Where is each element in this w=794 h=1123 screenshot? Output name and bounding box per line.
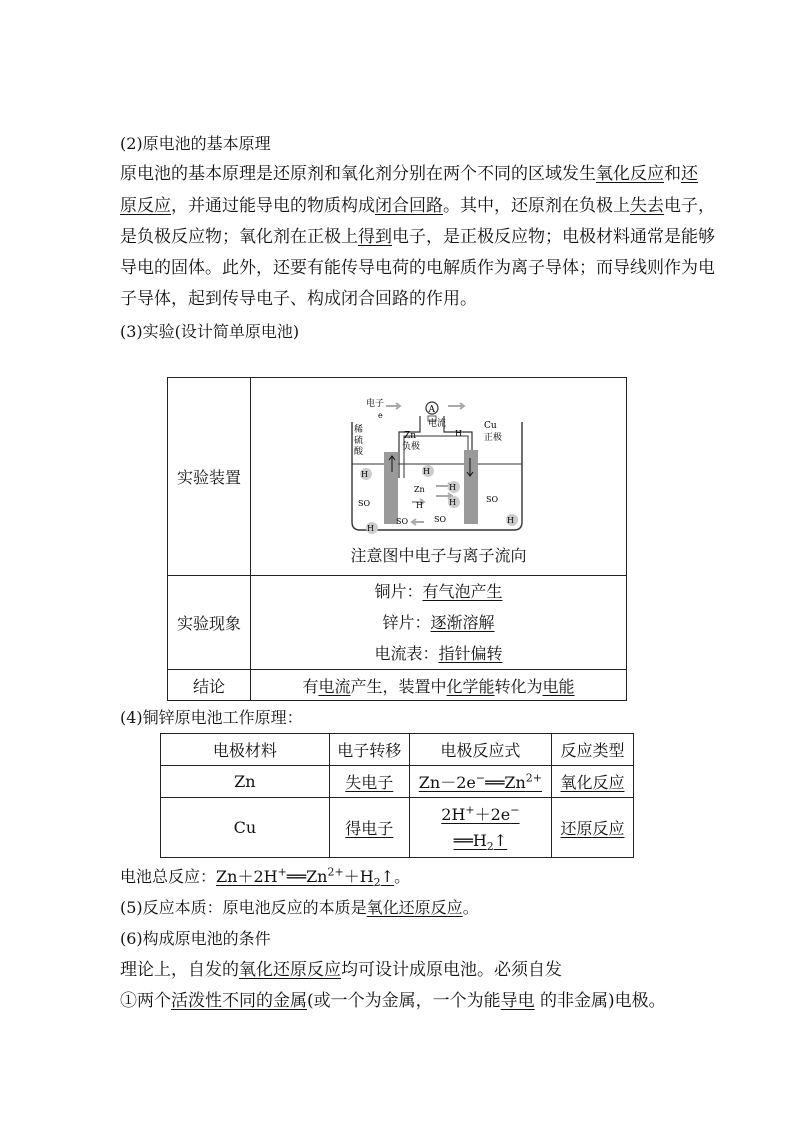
svg-text:H: H: [506, 515, 514, 525]
svg-text:SO: SO: [357, 498, 370, 508]
svg-text:H: H: [415, 500, 423, 510]
label-apparatus: 实验装置: [168, 378, 251, 576]
label-e: e: [377, 410, 383, 420]
cu-equation: 2H+＋2e− $══H_2↑$: [409, 798, 551, 858]
svg-text:Zn: Zn: [403, 430, 416, 441]
svg-text:酸: 酸: [353, 446, 363, 457]
total-reaction: 电池总反应：$Zn+2H^+══Zn^{2+}+H_2↑$。: [120, 865, 411, 890]
paragraph-line-2: 原反应，并通过能导电的物质构成闭合回路。其中，还原剂在负极上失去电子，: [120, 196, 715, 216]
svg-text:Cu: Cu: [483, 420, 497, 431]
section-5: (5)反应本质：原电池反应的本质是氧化还原反应。: [120, 898, 479, 917]
svg-text:A: A: [428, 404, 435, 415]
copper-electrode: [464, 450, 478, 524]
paragraph-line-1: 原电池的基本原理是还原剂和氧化剂分别在两个不同的区域发生氧化反应和还: [120, 164, 698, 184]
conclusion-cell: 有电流产生，装置中化学能转化为电能: [251, 670, 627, 701]
label-current: 电流: [427, 418, 446, 429]
zn-transfer: 失电子: [329, 766, 409, 798]
svg-text:正极: 正极: [483, 432, 502, 443]
svg-text:H: H: [422, 466, 430, 476]
ammeter-phenomenon: 电流表：指针偏转: [374, 644, 503, 663]
section-2-heading: (2)原电池的基本原理: [120, 134, 271, 153]
cu-material: Cu: [161, 798, 330, 858]
paragraph-line-5: 子导体，起到传导电子、构成闭合回路的作用。: [120, 289, 477, 309]
svg-text:负极: 负极: [401, 441, 420, 452]
svg-text:H: H: [366, 523, 374, 533]
zinc-electrode: [384, 452, 398, 524]
apparatus-caption: 注意图中电子与离子流向: [350, 545, 527, 565]
apparatus-cell: [251, 378, 627, 576]
label-conclusion: 结论: [168, 670, 251, 701]
zn-material: Zn: [161, 766, 330, 798]
section-6-line-2: ①两个活泼性不同的金属(或一个为金属，一个为能导电 的非金属)电极。: [120, 991, 666, 1011]
label-electron: 电子: [365, 398, 384, 409]
svg-text:硫: 硫: [353, 435, 363, 446]
galvanic-cell-diagram: [344, 394, 534, 536]
cu-transfer: 得电子: [329, 798, 409, 858]
header-material: 电极材料: [161, 734, 330, 766]
zinc-phenomenon: 锌片：逐渐溶解: [382, 613, 495, 632]
zn-type: 氧化反应: [551, 766, 633, 798]
svg-text:H: H: [448, 482, 456, 492]
svg-text:Zn: Zn: [413, 484, 425, 494]
section-6-heading: (6)构成原电池的条件: [120, 929, 271, 948]
section-4-heading: (4)铜锌原电池工作原理：: [120, 708, 303, 727]
cu-type: 还原反应: [551, 798, 633, 858]
header-equation: 电极反应式: [409, 734, 551, 766]
header-transfer: 电子转移: [329, 734, 409, 766]
copper-phenomenon: 铜片：有气泡产生: [374, 582, 503, 601]
electrode-table: [160, 733, 634, 858]
phenomena-cell: [251, 576, 627, 670]
section-3-heading: (3)实验(设计简单原电池): [120, 322, 300, 341]
svg-text:H: H: [454, 428, 462, 438]
paragraph-line-3: 是负极反应物；氧化剂在正极上得到电子，是正极反应物；电极材料通常是能够: [120, 227, 715, 247]
label-phenomena: 实验现象: [168, 576, 251, 670]
experiment-table: [167, 377, 627, 701]
svg-text:SO: SO: [485, 494, 498, 504]
paragraph-line-4: 导电的固体。此外，还要有能传导电荷的电解质作为离子导体；而导线则作为电: [120, 258, 715, 278]
svg-text:SO: SO: [433, 514, 446, 524]
svg-text:H: H: [448, 497, 456, 507]
zn-equation: $Zn-2e^-══Zn^{2+}$: [409, 766, 551, 798]
svg-text:H: H: [360, 469, 368, 479]
section-6-line-1: 理论上，自发的氧化还原反应均可设计成原电池。必须自发: [120, 960, 562, 980]
svg-text:稀: 稀: [353, 424, 363, 435]
header-type: 反应类型: [551, 734, 633, 766]
svg-text:SO: SO: [395, 516, 408, 526]
